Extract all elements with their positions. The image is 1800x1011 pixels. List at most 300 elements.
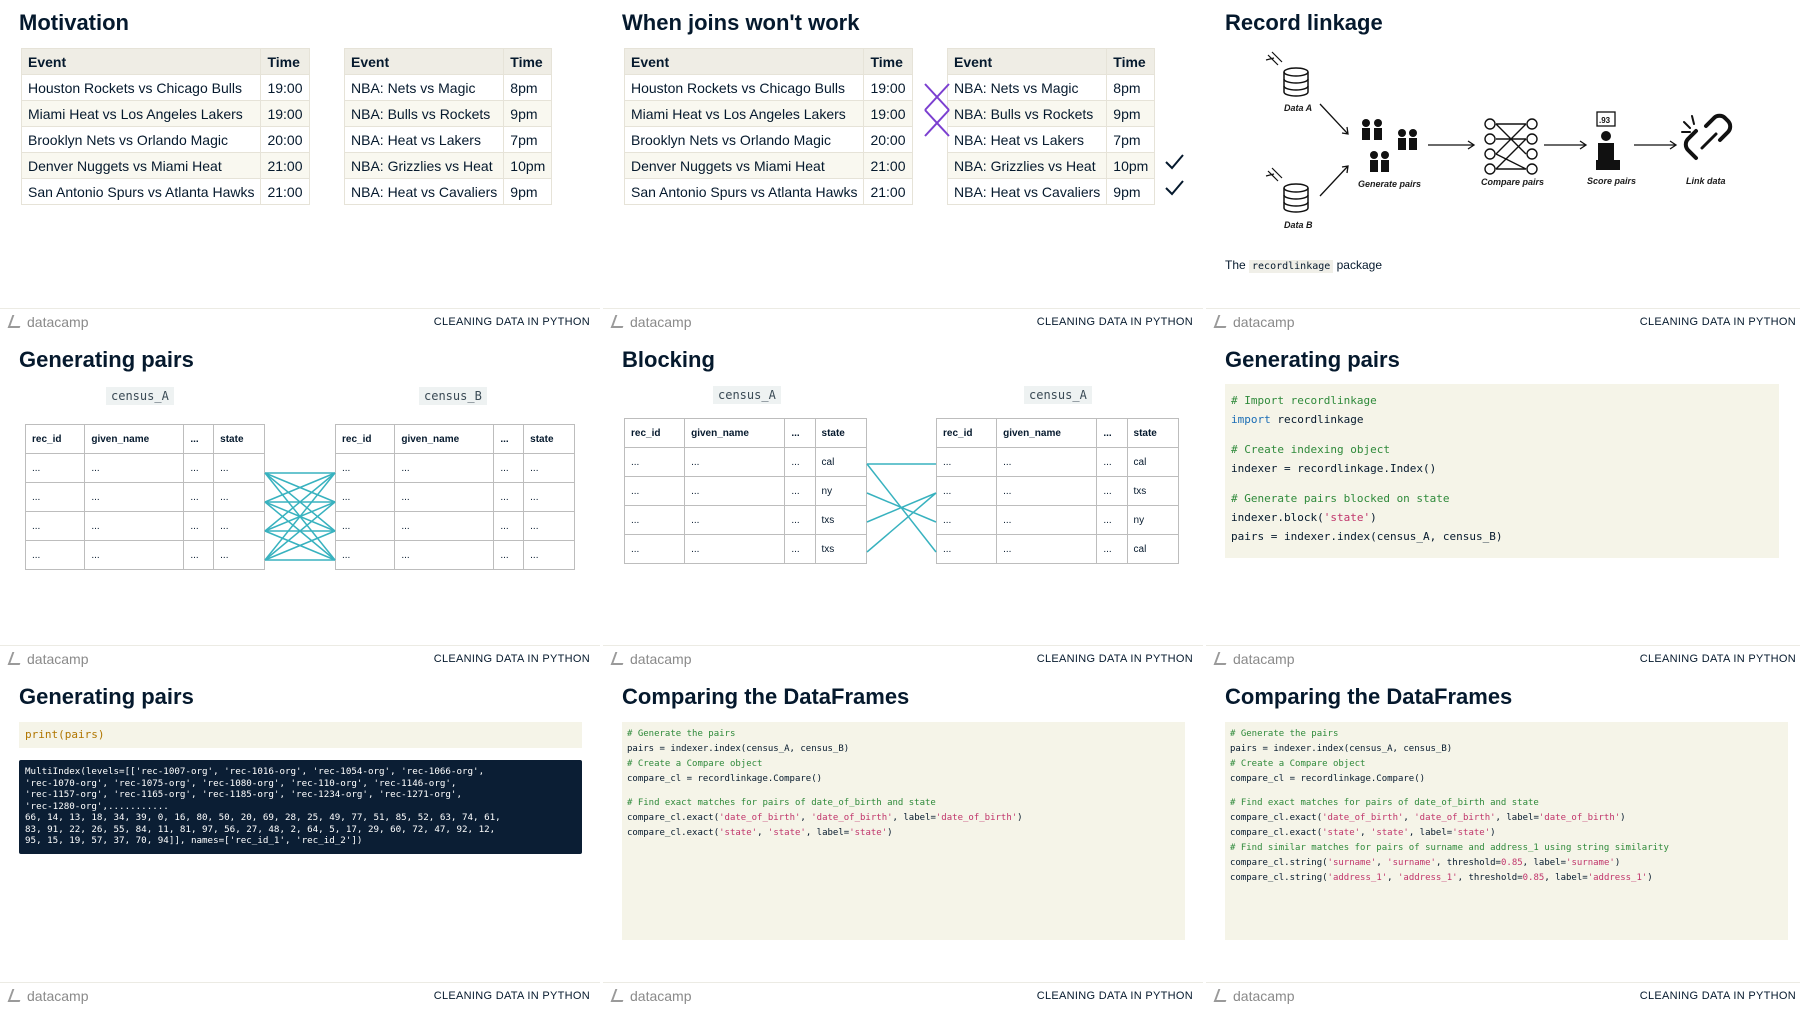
code-line: # Find exact matches for pairs of date_of_birth and state bbox=[627, 798, 936, 808]
code-line: pairs = indexer.index(census_A, census_B) bbox=[1231, 530, 1503, 543]
code-token: 'date_of_birth' bbox=[811, 813, 893, 823]
table-cell: 19:00 bbox=[864, 101, 912, 127]
data-a-label: Data A bbox=[1284, 103, 1313, 113]
code-token: 'state' bbox=[1452, 828, 1491, 838]
logo-text: datacamp bbox=[630, 988, 692, 1004]
code-line bbox=[627, 826, 1180, 841]
mismatch-cross-marks bbox=[603, 0, 1203, 240]
table-cell: Denver Nuggets vs Miami Heat bbox=[22, 153, 261, 179]
table-cell: San Antonio Spurs vs Atlanta Hawks bbox=[22, 179, 261, 205]
code-token: compare_cl.exact( bbox=[1230, 813, 1323, 823]
caption-text: The bbox=[1225, 258, 1250, 272]
code-token: , bbox=[757, 828, 768, 838]
table-cell: ... bbox=[494, 454, 524, 483]
table-cell: 19:00 bbox=[261, 75, 309, 101]
table-cell: txs bbox=[815, 506, 866, 535]
code-token: 'date_of_birth' bbox=[1322, 813, 1404, 823]
table-header: given_name bbox=[685, 419, 785, 448]
slide-title: Comparing the DataFrames bbox=[622, 684, 910, 709]
code-token: , bbox=[800, 813, 812, 823]
table-cell: ... bbox=[85, 512, 184, 541]
table-cell: ... bbox=[336, 483, 395, 512]
output-line: 66, 14, 13, 18, 34, 39, 0, 16, 80, 50, 20, 69, 28, 25, 49, 77, 51, 85, 52, 63, 74, 61, bbox=[25, 812, 501, 823]
course-name: CLEANING DATA IN PYTHON bbox=[1036, 990, 1193, 1002]
code-line: # Generate pairs blocked on state bbox=[1231, 492, 1450, 505]
slide-blocking bbox=[603, 337, 1203, 674]
slide-title: Generating pairs bbox=[19, 684, 194, 709]
code-token: , bbox=[1403, 813, 1415, 823]
table-cell: 21:00 bbox=[864, 153, 912, 179]
datacamp-logo-icon bbox=[1214, 989, 1231, 1002]
code-token: , label= bbox=[1408, 828, 1453, 838]
code-token: , bbox=[1360, 828, 1371, 838]
check-icon bbox=[1166, 155, 1183, 168]
blocked-pairs-lines bbox=[603, 337, 1203, 637]
code-line bbox=[1230, 826, 1783, 841]
arrow-icon bbox=[1320, 104, 1348, 134]
code-line: # Create indexing object bbox=[1231, 443, 1390, 456]
slide-generating-pairs-output bbox=[0, 674, 600, 1011]
slide-motivation bbox=[0, 0, 600, 337]
table-cell: ... bbox=[785, 477, 815, 506]
table-cell: ... bbox=[937, 448, 997, 477]
code-token: , label= bbox=[805, 828, 850, 838]
table-header: Time bbox=[1107, 49, 1155, 75]
code-token: , label= bbox=[1495, 813, 1539, 823]
slide-footer bbox=[1206, 645, 1800, 674]
table-cell: ... bbox=[524, 483, 575, 512]
slide-title: Comparing the DataFrames bbox=[1225, 684, 1513, 709]
table-cell: ... bbox=[184, 454, 214, 483]
logo-text: datacamp bbox=[1233, 314, 1295, 330]
table-cell: 9pm bbox=[1107, 179, 1155, 205]
table-cell: ... bbox=[937, 535, 997, 564]
census-a-label: census_A bbox=[713, 386, 781, 404]
table-cell: ... bbox=[336, 512, 395, 541]
table-cell: ... bbox=[524, 512, 575, 541]
datacamp-logo-icon bbox=[8, 989, 25, 1002]
table-cell: NBA: Heat vs Cavaliers bbox=[948, 179, 1107, 205]
table-cell: 10pm bbox=[1107, 153, 1155, 179]
code-token: , label= bbox=[892, 813, 936, 823]
table-cell: Houston Rockets vs Chicago Bulls bbox=[625, 75, 864, 101]
table-header: given_name bbox=[395, 425, 494, 454]
code-line: # Find similar matches for pairs of surname and address_1 using string similarity bbox=[1230, 843, 1669, 853]
table-cell: ... bbox=[625, 477, 685, 506]
table-row bbox=[345, 101, 552, 127]
caption-text: package bbox=[1333, 258, 1382, 272]
table-cell: ... bbox=[214, 541, 265, 570]
table-cell: ... bbox=[1097, 535, 1127, 564]
datacamp-logo bbox=[10, 651, 88, 667]
table-cell: ... bbox=[85, 483, 184, 512]
output-line: 'rec-1280-org',........... bbox=[25, 800, 169, 812]
table-cell: cal bbox=[1127, 448, 1178, 477]
code-token: 'state' bbox=[849, 828, 888, 838]
code-token: ) bbox=[1647, 873, 1653, 883]
table-cell: ... bbox=[85, 541, 184, 570]
table-header: ... bbox=[1097, 419, 1127, 448]
code-line bbox=[1230, 811, 1783, 826]
code-line: indexer = recordlinkage.Index() bbox=[1231, 462, 1437, 475]
code-line: # Generate the pairs bbox=[627, 729, 736, 739]
code-line bbox=[1230, 871, 1783, 886]
slide-when-joins-wont-work bbox=[603, 0, 1203, 337]
code-token: 'date_of_birth' bbox=[719, 813, 801, 823]
table-cell: NBA: Bulls vs Rockets bbox=[948, 101, 1107, 127]
table-cell: 20:00 bbox=[864, 127, 912, 153]
table-cell: ... bbox=[26, 454, 85, 483]
code-token: 'surname' bbox=[1327, 858, 1377, 868]
datacamp-logo bbox=[1216, 988, 1294, 1004]
table-header: given_name bbox=[85, 425, 184, 454]
logo-text: datacamp bbox=[27, 314, 89, 330]
table-cell: 10pm bbox=[504, 153, 552, 179]
logo-text: datacamp bbox=[27, 988, 89, 1004]
score-pairs-label: Score pairs bbox=[1587, 176, 1637, 186]
table-cell: ... bbox=[785, 448, 815, 477]
table-row bbox=[22, 153, 310, 179]
table-cell: Miami Heat vs Los Angeles Lakers bbox=[22, 101, 261, 127]
table-cell: 7pm bbox=[504, 127, 552, 153]
link-chain-icon bbox=[1682, 116, 1730, 158]
code-token: , threshold= bbox=[1457, 873, 1523, 883]
table-header: ... bbox=[494, 425, 524, 454]
code-block bbox=[1225, 384, 1779, 558]
course-name: CLEANING DATA IN PYTHON bbox=[1036, 316, 1193, 328]
table-row bbox=[22, 127, 310, 153]
code-token: , threshold= bbox=[1435, 858, 1501, 868]
table-cell: ... bbox=[214, 512, 265, 541]
slide-footer bbox=[1206, 982, 1800, 1011]
table-cell: ... bbox=[625, 448, 685, 477]
generate-pairs-label: Generate pairs bbox=[1358, 179, 1422, 189]
census-a-label: census_A bbox=[106, 387, 174, 405]
table-cell: ... bbox=[395, 454, 494, 483]
code-token: indexer.block( bbox=[1231, 511, 1324, 524]
code-line bbox=[1231, 508, 1773, 527]
pair-line bbox=[867, 493, 936, 552]
course-name: CLEANING DATA IN PYTHON bbox=[1639, 316, 1796, 328]
table-header: Event bbox=[948, 49, 1107, 75]
code-token: ) bbox=[1490, 828, 1496, 838]
datacamp-logo-icon bbox=[611, 652, 628, 665]
compare-pairs-label: Compare pairs bbox=[1481, 177, 1545, 187]
table-header: state bbox=[1127, 419, 1178, 448]
slide-footer bbox=[603, 982, 1203, 1011]
datacamp-logo bbox=[613, 988, 691, 1004]
code-line: pairs = indexer.index(census_A, census_B) bbox=[1230, 744, 1453, 754]
table-cell: ... bbox=[625, 535, 685, 564]
database-b-icon bbox=[1266, 168, 1308, 212]
code-token: , bbox=[1387, 873, 1398, 883]
table-cell: Brooklyn Nets vs Orlando Magic bbox=[625, 127, 864, 153]
slide-generating-pairs-code bbox=[1206, 337, 1800, 674]
table-cell: 9pm bbox=[504, 179, 552, 205]
table-cell: txs bbox=[815, 535, 866, 564]
code-token: ) bbox=[887, 828, 893, 838]
table-header: rec_id bbox=[336, 425, 395, 454]
table-cell: cal bbox=[815, 448, 866, 477]
slide-comparing-dataframes-1 bbox=[603, 674, 1203, 1011]
table-cell: Denver Nuggets vs Miami Heat bbox=[625, 153, 864, 179]
slide-generating-pairs-full bbox=[0, 337, 600, 674]
table-header: state bbox=[214, 425, 265, 454]
datacamp-logo-icon bbox=[611, 989, 628, 1002]
table-cell: ... bbox=[214, 483, 265, 512]
logo-text: datacamp bbox=[630, 651, 692, 667]
datacamp-logo bbox=[10, 314, 88, 330]
table-header: Event bbox=[22, 49, 261, 75]
logo-text: datacamp bbox=[630, 314, 692, 330]
table-cell: ... bbox=[26, 483, 85, 512]
slide-footer bbox=[0, 645, 600, 674]
table-row bbox=[22, 179, 310, 205]
table-header: rec_id bbox=[625, 419, 685, 448]
code-line: # Find exact matches for pairs of date_of_birth and state bbox=[1230, 798, 1539, 808]
table-cell: 7pm bbox=[1107, 127, 1155, 153]
census-a-label: census_A bbox=[1024, 386, 1092, 404]
table-cell: ... bbox=[184, 512, 214, 541]
code-line bbox=[627, 811, 1180, 826]
table-row bbox=[345, 75, 552, 101]
table-header: rec_id bbox=[26, 425, 85, 454]
code-token: compare_cl.exact( bbox=[627, 828, 720, 838]
table-header: given_name bbox=[997, 419, 1097, 448]
code-line: # Create a Compare object bbox=[627, 759, 763, 769]
arrow-icon bbox=[1320, 166, 1348, 196]
code-token: 'date_of_birth' bbox=[935, 813, 1018, 823]
table-cell: ... bbox=[494, 483, 524, 512]
table-cell: ... bbox=[85, 454, 184, 483]
table-row bbox=[345, 127, 552, 153]
table-cell: ... bbox=[395, 541, 494, 570]
course-name: CLEANING DATA IN PYTHON bbox=[1036, 653, 1193, 665]
check-icon bbox=[1166, 181, 1183, 194]
logo-text: datacamp bbox=[1233, 988, 1295, 1004]
code-token: recordlinkage bbox=[1270, 413, 1364, 426]
score-value: .93 bbox=[1599, 116, 1611, 125]
code-line: # Create a Compare object bbox=[1230, 759, 1366, 769]
table-header: ... bbox=[184, 425, 214, 454]
course-name: CLEANING DATA IN PYTHON bbox=[1639, 653, 1796, 665]
table-cell: ... bbox=[26, 512, 85, 541]
datacamp-logo bbox=[10, 988, 88, 1004]
slide-footer bbox=[0, 982, 600, 1011]
table-cell: 21:00 bbox=[261, 179, 309, 205]
print-code bbox=[19, 722, 582, 748]
course-name: CLEANING DATA IN PYTHON bbox=[433, 653, 590, 665]
code-token: 'state' bbox=[1323, 511, 1371, 524]
slide-footer bbox=[603, 308, 1203, 337]
table-cell: ... bbox=[184, 541, 214, 570]
table-cell: 19:00 bbox=[864, 75, 912, 101]
datacamp-logo bbox=[1216, 314, 1294, 330]
table-header: state bbox=[815, 419, 866, 448]
table-cell: Brooklyn Nets vs Orlando Magic bbox=[22, 127, 261, 153]
table-cell: ny bbox=[815, 477, 866, 506]
table-cell: ... bbox=[1097, 506, 1127, 535]
slide-title: Motivation bbox=[19, 10, 129, 35]
table-cell: ... bbox=[937, 506, 997, 535]
table-cell: 9pm bbox=[1107, 101, 1155, 127]
code-token: 'state' bbox=[1322, 828, 1361, 838]
slide-comparing-dataframes-2 bbox=[1206, 674, 1800, 1011]
table-cell: NBA: Heat vs Lakers bbox=[948, 127, 1107, 153]
package-name-code: recordlinkage bbox=[1249, 260, 1333, 273]
code-token: , label= bbox=[1522, 858, 1567, 868]
code-token: compare_cl.string( bbox=[1230, 858, 1328, 868]
code-token: compare_cl.exact( bbox=[1230, 828, 1323, 838]
code-line: # Import recordlinkage bbox=[1231, 394, 1377, 407]
output-line: 'rec-1070-org', 'rec-1075-org', 'rec-1080-org', 'rec-110-org', 'rec-1146-org', bbox=[25, 777, 457, 789]
code-token: 0.85 bbox=[1522, 873, 1545, 883]
table-cell: 19:00 bbox=[261, 101, 309, 127]
link-data-label: Link data bbox=[1686, 176, 1726, 186]
code-line bbox=[1231, 429, 1773, 440]
database-a-icon bbox=[1266, 52, 1308, 96]
table-cell: ... bbox=[184, 483, 214, 512]
record-linkage-diagram bbox=[1206, 0, 1800, 240]
slide-title: Generating pairs bbox=[1225, 347, 1400, 372]
table-row bbox=[22, 101, 310, 127]
code-token: 'surname' bbox=[1387, 858, 1436, 868]
slide-record-linkage bbox=[1206, 0, 1800, 337]
code-token: ) bbox=[1017, 813, 1023, 823]
table-header: ... bbox=[785, 419, 815, 448]
table-cell: ... bbox=[997, 448, 1097, 477]
code-token: ) bbox=[1620, 813, 1626, 823]
table-cell: ... bbox=[1097, 448, 1127, 477]
table-cell: ... bbox=[997, 535, 1097, 564]
caption bbox=[1225, 258, 1382, 272]
table-cell: ... bbox=[785, 506, 815, 535]
table-cell: 20:00 bbox=[261, 127, 309, 153]
code-token: 'address_1' bbox=[1327, 873, 1388, 883]
code-line: pairs = indexer.index(census_A, census_B) bbox=[627, 744, 850, 754]
code-token: compare_cl.exact( bbox=[627, 813, 720, 823]
code-token: 'date_of_birth' bbox=[1414, 813, 1496, 823]
output-line: 95, 15, 19, 57, 37, 70, 94]], names=['rec_id_1', 'rec_id_2']) bbox=[25, 835, 363, 846]
table-cell: NBA: Nets vs Magic bbox=[345, 75, 504, 101]
table-cell: 8pm bbox=[1107, 75, 1155, 101]
datacamp-logo bbox=[613, 314, 691, 330]
code-line bbox=[1231, 410, 1773, 429]
table-cell: San Antonio Spurs vs Atlanta Hawks bbox=[625, 179, 864, 205]
people-pairs-icon bbox=[1362, 119, 1417, 172]
code-token: compare_cl.string( bbox=[1230, 873, 1328, 883]
table-cell: ... bbox=[625, 506, 685, 535]
events-table-a bbox=[21, 48, 310, 205]
logo-text: datacamp bbox=[27, 651, 89, 667]
code-token: ) bbox=[1370, 511, 1377, 524]
code-line bbox=[1230, 787, 1783, 796]
table-header: Event bbox=[345, 49, 504, 75]
datacamp-logo-icon bbox=[8, 315, 25, 328]
table-cell: ... bbox=[685, 535, 785, 564]
table-cell: ... bbox=[685, 448, 785, 477]
table-header: Event bbox=[625, 49, 864, 75]
table-header: Time bbox=[261, 49, 309, 75]
arrow-icon bbox=[1544, 141, 1586, 149]
table-cell: ... bbox=[524, 541, 575, 570]
table-cell: ... bbox=[785, 535, 815, 564]
course-name: CLEANING DATA IN PYTHON bbox=[1639, 990, 1796, 1002]
code-line bbox=[1230, 856, 1783, 871]
table-cell: NBA: Heat vs Cavaliers bbox=[345, 179, 504, 205]
table-cell: 8pm bbox=[504, 75, 552, 101]
code-block bbox=[1225, 722, 1788, 940]
code-token: 'date_of_birth' bbox=[1538, 813, 1621, 823]
table-cell: ... bbox=[494, 541, 524, 570]
table-cell: ... bbox=[524, 454, 575, 483]
table-cell: ... bbox=[336, 541, 395, 570]
code-line: compare_cl = recordlinkage.Compare() bbox=[627, 774, 823, 784]
datacamp-logo bbox=[613, 651, 691, 667]
table-cell: ... bbox=[395, 512, 494, 541]
table-cell: ... bbox=[685, 506, 785, 535]
table-cell: NBA: Bulls vs Rockets bbox=[345, 101, 504, 127]
slide-title: Generating pairs bbox=[19, 347, 194, 372]
table-row bbox=[345, 179, 552, 205]
code-token: , bbox=[1376, 858, 1388, 868]
table-cell: ... bbox=[997, 477, 1097, 506]
table-row bbox=[345, 153, 552, 179]
code-token: 'state' bbox=[1370, 828, 1409, 838]
table-cell: ... bbox=[395, 483, 494, 512]
arrow-icon bbox=[1634, 141, 1676, 149]
output-line: 'rec-1157-org', 'rec-1165-org', 'rec-1185-org', 'rec-1234-org', 'rec-1271-org', bbox=[25, 789, 462, 800]
logo-text: datacamp bbox=[1233, 651, 1295, 667]
table-cell: cal bbox=[1127, 535, 1178, 564]
table-row bbox=[22, 75, 310, 101]
compare-pairs-icon bbox=[1485, 119, 1537, 174]
table-header: Time bbox=[864, 49, 912, 75]
code-token: 'surname' bbox=[1566, 858, 1615, 868]
code-line: # Generate the pairs bbox=[1230, 729, 1339, 739]
events-table-b bbox=[344, 48, 552, 205]
table-cell: ... bbox=[494, 512, 524, 541]
code-token: 'state' bbox=[767, 828, 806, 838]
slide-title: Blocking bbox=[622, 347, 715, 372]
code-token: 'address_1' bbox=[1398, 873, 1458, 883]
output-line: MultiIndex(levels=[['rec-1007-org', 'rec-1016-org', 'rec-1054-org', 'rec-1066-org', bbox=[25, 766, 485, 777]
table-cell: NBA: Heat vs Lakers bbox=[345, 127, 504, 153]
table-header: rec_id bbox=[937, 419, 997, 448]
table-cell: NBA: Grizzlies vs Heat bbox=[948, 153, 1107, 179]
table-cell: ... bbox=[997, 506, 1097, 535]
code-line bbox=[1231, 478, 1773, 489]
census-b-label: census_B bbox=[419, 387, 487, 405]
table-cell: 9pm bbox=[504, 101, 552, 127]
code-token: 'address_1' bbox=[1587, 873, 1648, 883]
code-line bbox=[627, 787, 1180, 796]
code-block bbox=[622, 722, 1185, 940]
slide-title: Record linkage bbox=[1225, 10, 1383, 35]
output-block bbox=[19, 760, 582, 854]
datacamp-logo-icon bbox=[1214, 652, 1231, 665]
print-code-text: print(pairs) bbox=[25, 728, 105, 741]
table-header: state bbox=[524, 425, 575, 454]
slide-title: When joins won't work bbox=[622, 10, 860, 35]
code-token: import bbox=[1231, 413, 1271, 426]
table-cell: ny bbox=[1127, 506, 1178, 535]
table-cell: Miami Heat vs Los Angeles Lakers bbox=[625, 101, 864, 127]
datacamp-logo-icon bbox=[1214, 315, 1231, 328]
all-pairs-lines bbox=[0, 337, 600, 637]
table-cell: ... bbox=[937, 477, 997, 506]
code-token: , label= bbox=[1544, 873, 1588, 883]
